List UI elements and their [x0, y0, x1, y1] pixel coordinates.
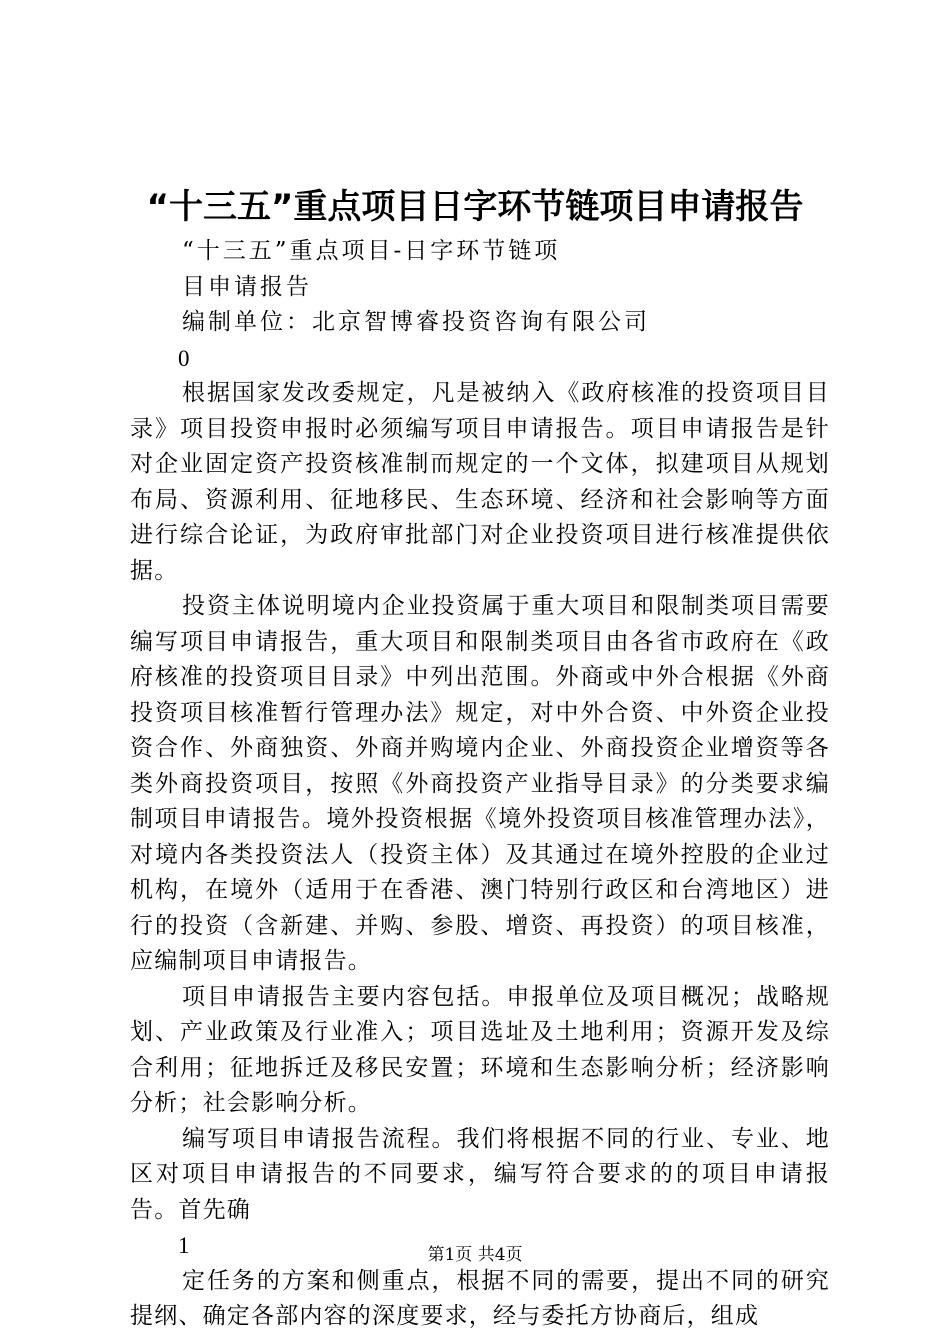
paragraph-5: 定任务的方案和侧重点，根据不同的需要，提出不同的研究提纲、确定各部内容的深度要求，经与委托方协商后，组成	[130, 1267, 830, 1329]
document-title: “十三五”重点项目日字环节链项目申请报告	[146, 187, 804, 227]
compiler-line: 编制单位：北京智博睿投资咨询有限公司	[182, 309, 650, 335]
subtitle-line-1: “十三五”重点项目-日字环节链项	[182, 238, 561, 264]
paragraph-4: 编写项目申请报告流程。我们将根据不同的行业、专业、地区对项目申请报告的不同要求，编写符合要求的的项目申请报告。首先确	[130, 1125, 830, 1223]
page-footer: 第1页 共4页	[427, 1245, 523, 1265]
page-marker-1: 1	[178, 1233, 191, 1258]
document-body	[130, 234, 830, 1335]
paragraph-1: 根据国家发改委规定，凡是被纳入《政府核准的投资项目目录》项目投资申报时必须编写项目申请报告。项目申请报告是针对企业固定资产投资核准制而规定的一个文体，拟建项目从规划布局、资源利用、征地移民、生态环境、经济和社会影响等方面进行综合论证，为政府审批部门对企业投资项目进行核准提供依据。	[130, 380, 830, 584]
subtitle-line-2: 目申请报告	[182, 273, 312, 300]
page-marker-0: 0	[178, 345, 191, 371]
paragraph-3: 项目申请报告主要内容包括。申报单位及项目概况；战略规划、产业政策及行业准入；项目选址及土地利用；资源开发及综合利用；征地拆迁及移民安置；环境和生态影响分析；经济影响分析；社会影响分析。	[130, 983, 830, 1116]
paragraph-2: 投资主体说明境内企业投资属于重大项目和限制类项目需要编写项目申请报告，重大项目和限制类项目由各省市政府在《政府核准的投资项目目录》中列出范围。外商或中外合根据《外商投资项目核准暂行管理办法》规定，对中外合资、中外资企业投资合作、外商独资、外商并购境内企业、外商投资企业增资等各类外商投资项目，按照《外商投资产业指导目录》的分类要求编制项目申请报告。境外投资根据《境外投资项目核准管理办法》，对境内各类投资法人（投资主体）及其通过在境外控股的企业过机构，在境外（适用于在香港、澳门特别行政区和台湾地区）进行的投资（含新建、并购、参股、增资、再投资）的项目核准，应编制项目申请报告。	[130, 593, 830, 974]
